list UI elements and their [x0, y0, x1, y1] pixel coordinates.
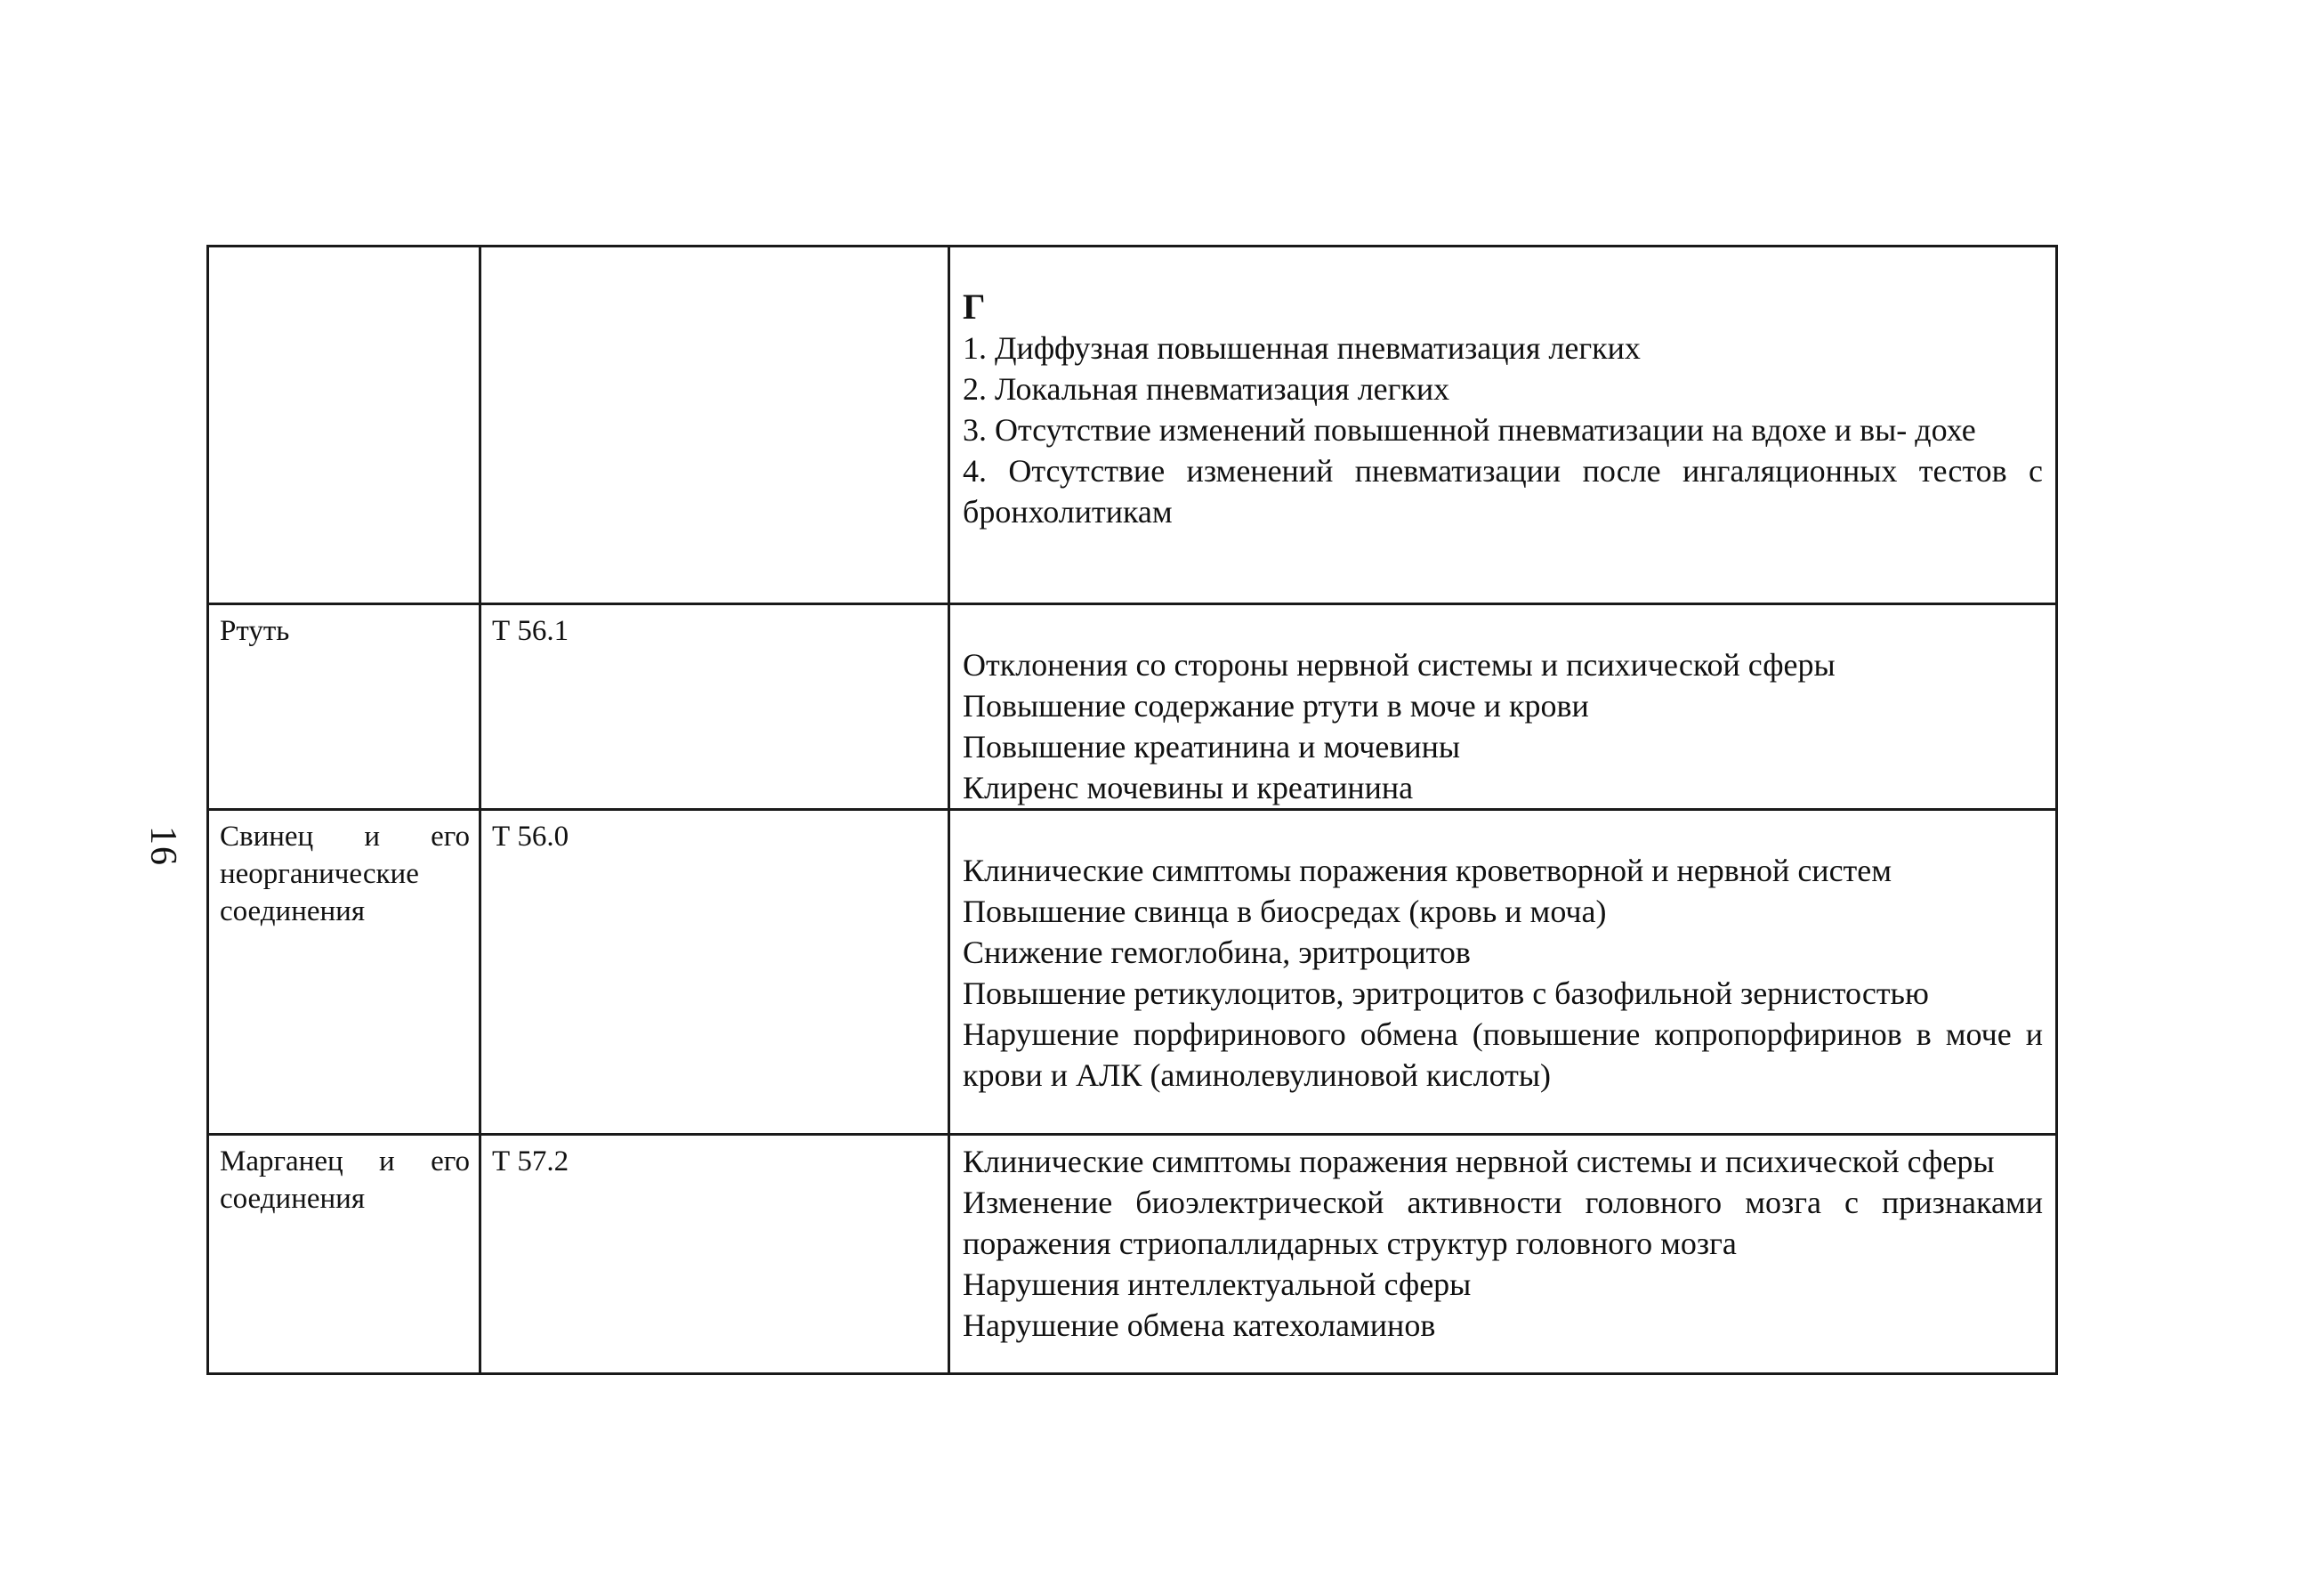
code-cell: [480, 247, 949, 604]
code-text: [481, 247, 948, 255]
criteria-item: 2. Локальная пневматизация легких: [963, 371, 1450, 407]
substance-cell: [208, 810, 480, 1135]
criteria-item: Клиренс мочевины и креатинина: [963, 770, 1414, 805]
criteria-item: Повышение содержание ртути в моче и крови: [963, 688, 1589, 724]
criteria-item: Повышение креатинина и мочевины: [963, 729, 1461, 765]
criteria-list: [950, 247, 2055, 532]
table-row: [208, 604, 2057, 810]
table-row: [208, 1135, 2057, 1374]
criteria-item: 3. Отсутствие изменений повышенной пневматизации на вдохе и вы- дохе: [963, 412, 1976, 448]
criteria-cell: [949, 810, 2057, 1135]
substance-text: Марганец и его соединения: [220, 1145, 470, 1215]
criteria-cell: [949, 604, 2057, 810]
table-row: [208, 247, 2057, 604]
section-heading: Г: [963, 287, 986, 327]
criteria-item: Отклонения со стороны нервной системы и психической сферы: [963, 647, 1836, 683]
criteria-item: Клинические симптомы поражения кроветворной и нервной систем: [963, 853, 1892, 888]
criteria-item: Клинические симптомы поражения нервной системы и психической сферы: [963, 1144, 1995, 1179]
criteria-item: Нарушение порфиринового обмена (повышение копропорфиринов в моче и крови и АЛК (аминолевулиновой кислоты): [963, 1016, 2043, 1093]
code-text: Т 56.1: [492, 615, 569, 647]
criteria-list: [950, 605, 2055, 808]
code-cell: [480, 604, 949, 810]
criteria-list: [950, 811, 2055, 1096]
code-cell: [480, 1135, 949, 1374]
criteria-item: Нарушения интеллектуальной сферы: [963, 1266, 1472, 1302]
substance-text: [209, 247, 479, 255]
substance-cell: [208, 247, 480, 604]
substance-text: Свинец и его неорганические соединения: [220, 821, 470, 927]
criteria-cell: [949, 1135, 2057, 1374]
criteria-item: Изменение биоэлектрической активности головного мозга с признаками поражения стриопаллидарных структур головного мозга: [963, 1185, 2043, 1261]
criteria-item: Снижение гемоглобина, эритроцитов: [963, 935, 1471, 970]
criteria-list: [950, 1136, 2055, 1346]
criteria-item: 1. Диффузная повышенная пневматизация легких: [963, 330, 1641, 366]
criteria-item: 4. Отсутствие изменений пневматизации после ингаляционных тестов с бронхолитикам: [963, 453, 2043, 530]
code-text: Т 56.0: [492, 821, 569, 853]
page-number: 16: [142, 826, 183, 867]
table-row: [208, 810, 2057, 1135]
substance-cell: [208, 604, 480, 810]
substance-cell: [208, 1135, 480, 1374]
criteria-item: Повышение ретикулоцитов, эритроцитов с базофильной зернистостью: [963, 975, 1929, 1011]
code-cell: [480, 810, 949, 1135]
code-text: Т 57.2: [492, 1145, 569, 1177]
substance-text: Ртуть: [220, 615, 290, 647]
criteria-item: Повышение свинца в биосредах (кровь и моча): [963, 894, 1607, 929]
criteria-cell: [949, 247, 2057, 604]
criteria-table: [206, 245, 2058, 1375]
criteria-item: Нарушение обмена катехоламинов: [963, 1307, 1436, 1343]
